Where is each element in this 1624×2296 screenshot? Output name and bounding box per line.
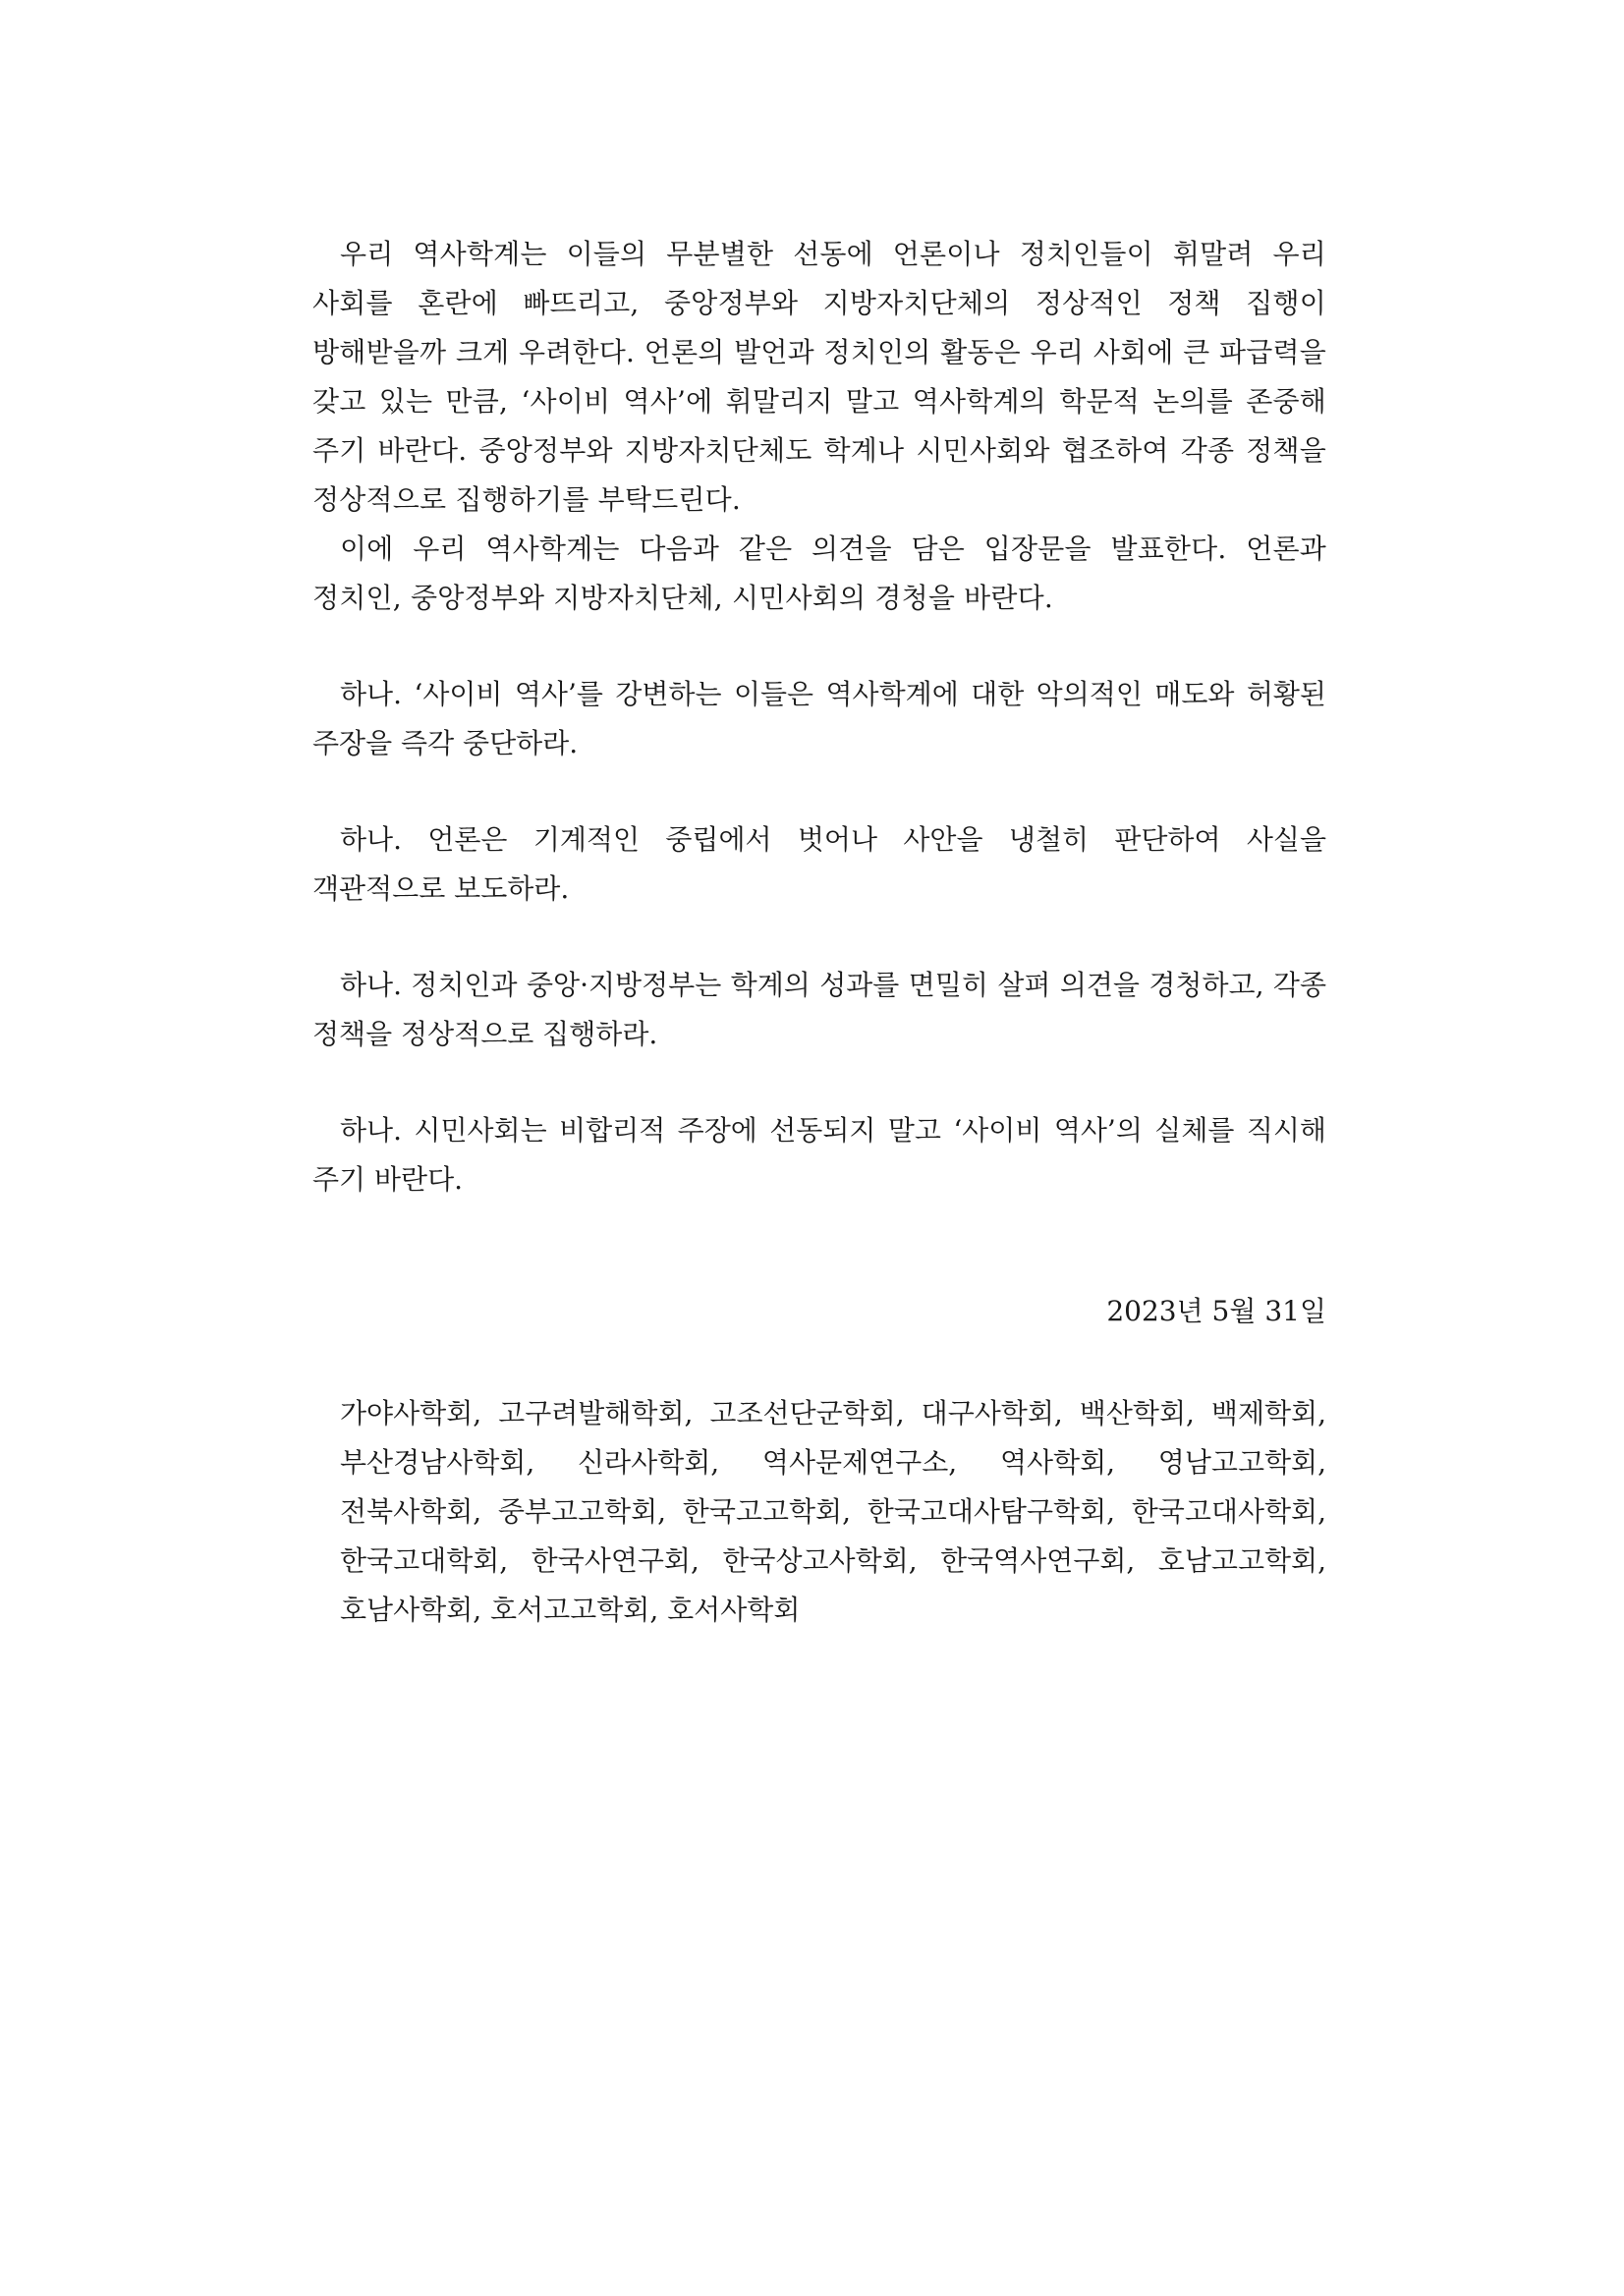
resolution-item: 하나. 언론은 기계적인 중립에서 벗어나 사안을 냉철히 판단하여 사실을 객관적으로 보도하라.	[312, 823, 1326, 905]
resolution-item: 하나. 시민사회는 비합리적 주장에 선동되지 말고 ‘사이비 역사’의 실체를 직시해 주기 바란다.	[312, 1114, 1326, 1196]
body-paragraph-announcement: 이에 우리 역사학계는 다음과 같은 의견을 담은 입장문을 발표한다. 언론과 정치인, 중앙정부와 지방자치단체, 시민사회의 경청을 바란다.	[312, 532, 1326, 614]
statement-date: 2023년 5월 31일	[1106, 1295, 1326, 1327]
body-paragraph-concern: 우리 역사학계는 이들의 무분별한 선동에 언론이나 정치인들이 휘말려 우리 사회를 혼란에 빠뜨리고, 중앙정부와 지방자치단체의 정상적인 정책 집행이 방해받을까 크게 우려한다. 언론의 발언과 정치인의 활동은 우리 사회에 큰 파급력을 갖고 있는 만큼, ‘사이비 역사’에 휘말리지 말고 역사학계의 학문적 논의를 존중해 주기 바란다. 중앙정부와 지방자치단체도 학계나 시민사회와 협조하여 각종 정책을 정상적으로 집행하기를 부탁드린다.	[312, 238, 1326, 516]
signatory-list: 가야사학회, 고구려발해학회, 고조선단군학회, 대구사학회, 백산학회, 백제학회, 부산경남사학회, 신라사학회, 역사문제연구소, 역사학회, 영남고고학회, 전북사학회, 중부고고학회, 한국고고학회, 한국고대사탐구학회, 한국고대사학회, 한국고대학회, 한국사연구회, 한국상고사학회, 한국역사연구회, 호남고고학회, 호남사학회, 호서고고학회, 호서사학회	[340, 1397, 1326, 1626]
resolution-item: 하나. 정치인과 중앙·지방정부는 학계의 성과를 면밀히 살펴 의견을 경청하고, 각종 정책을 정상적으로 집행하라.	[312, 969, 1326, 1050]
resolution-list	[312, 670, 1326, 1204]
document-page	[312, 216, 1326, 1635]
resolution-item: 하나. ‘사이비 역사’를 강변하는 이들은 역사학계에 대한 악의적인 매도와 허황된 주장을 즉각 중단하라.	[312, 678, 1326, 759]
